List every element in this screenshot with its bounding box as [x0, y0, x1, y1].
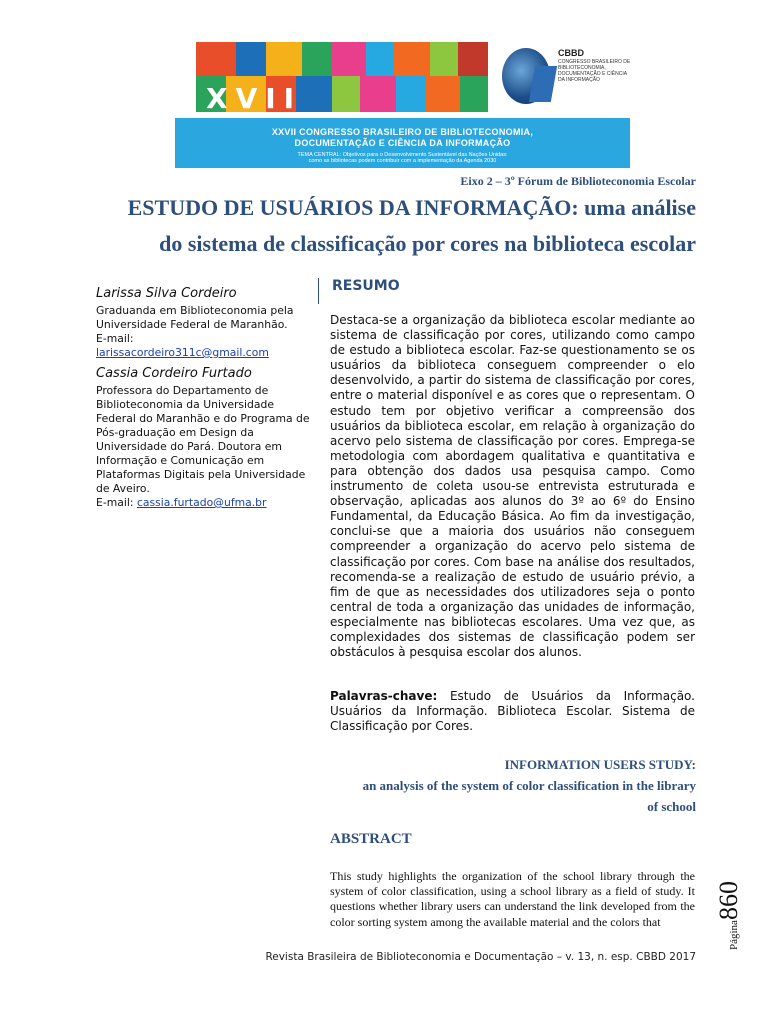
author-name: Larissa Silva Cordeiro — [96, 286, 237, 301]
congress-title-line1: XXVII CONGRESSO BRASILEIRO DE BIBLIOTECONOMIA, — [271, 127, 534, 137]
author-affiliation: Professora do Departamento de Biblioteconomia da Universidade Federal do Maranhão e do Programa de Pós-graduação em Design da Universidade do Pará. Doutora em Informação e Comunicação em Plataformas Digitais pela Universidade de Aveiro. — [96, 384, 310, 495]
author-name: Cassia Cordeiro Furtado — [96, 366, 252, 381]
authors-column — [96, 286, 314, 510]
event-logo-mosaic — [196, 42, 488, 115]
page-label: Página — [728, 920, 740, 950]
english-title-line1: INFORMATION USERS STUDY: — [504, 757, 696, 772]
section-divider — [318, 278, 319, 304]
paper-title-line1: ESTUDO DE USUÁRIOS DA INFORMAÇÃO: uma análise — [127, 195, 696, 220]
keywords-label: Palavras-chave: — [330, 689, 438, 703]
author-email-label: E-mail: — [96, 332, 134, 345]
logo-letters: XVII — [206, 82, 303, 115]
author-block — [96, 366, 314, 510]
english-title-line3: of school — [647, 799, 696, 814]
congress-banner — [175, 118, 630, 168]
author-block — [96, 286, 314, 360]
page-number: 860 — [714, 881, 743, 921]
paper-title-line2: do sistema de classificação por cores na biblioteca escolar — [159, 231, 696, 256]
english-title-line2: an analysis of the system of color classification in the library — [362, 778, 696, 793]
journal-footer: Revista Brasileira de Biblioteconomia e Documentação – v. 13, n. esp. CBBD 2017 — [265, 951, 696, 963]
author-email-label: E-mail: — [96, 496, 134, 509]
author-email-link[interactable]: larissacordeiro311c@gmail.com — [96, 346, 269, 359]
congress-theme-line1: TEMA CENTRAL: Objetivos para o Desenvolvimento Sustentável das Nações Unidas: — [297, 152, 508, 158]
abstract-heading: ABSTRACT — [330, 831, 412, 847]
resumo-heading: RESUMO — [332, 278, 400, 294]
keywords-text: Estudo de Usuários da Informação. Usuários da Informação. Biblioteca Escolar. Sistema de Classificação por Cores. — [330, 689, 695, 734]
resumo-text: Destaca-se a organização da biblioteca escolar mediante ao sistema de classificação por cores, utilizando como campo de estudo a biblioteca escolar. Faz-se questionamento se os usuários da biblioteca conseguem compreender o elo desenvolvido, a partir do sistema de classificação por cores, entre o material disponível e as cores que o representam. O estudo tem por objetivo verificar a compreensão dos usuários da biblioteca escolar, em relação à organização do acervo pelo sistema de classificação por cores. Emprega-se metodologia com abordagem qualitativa e quantitativa e para obtenção dos dados usa pesquisa campo. Como instrumento de coleta usou-se entrevista estruturada e observação, aplicadas aos alunos do 3º ao 6º do Ensino Fundamental, da Educação Básica. Ao fim da investigação, conclui-se que a maioria dos usuários não conseguem compreender a organização do acervo pelo sistema de classificação por cores. Com base na análise dos resultados, recomenda-se a realização de estudo de usuário prévio, a fim de que as necessidades dos utilizadores seja o ponto central de toda a organização das unidades de informação, especialmente nas bibliotecas escolares. Uma vez que, as complexidades dos sistemas de classificação podem ser obstáculos à pesquisa escolar dos alunos. — [330, 313, 695, 660]
paper-title — [100, 190, 696, 262]
congress-theme-line2: como as bibliotecas podem contribuir com a implementação da Agenda 2030 — [308, 158, 497, 164]
cbbd-logo-title: CBBD — [558, 48, 584, 58]
congress-title-line2: DOCUMENTAÇÃO E CIÊNCIA DA INFORMAÇÃO — [294, 138, 511, 148]
cbbd-logo-subtitle: CONGRESSO BRASILEIRO DE BIBLIOTECONOMIA, DOCUMENTAÇÃO E CIÊNCIA DA INFORMAÇÃO — [558, 59, 631, 83]
page-number-block — [700, 860, 760, 950]
abstract-text: This study highlights the organization of the school library through the system of color classification, using a school library as a field of study. It questions whether library users can understand the link developed from the color sorting system among the available material and the colors that — [330, 869, 695, 929]
english-title — [320, 754, 696, 817]
book-logo-icon — [529, 66, 557, 102]
track-label: Eixo 2 – 3º Fórum de Biblioteconomia Escolar — [460, 174, 696, 188]
author-email-link[interactable]: cassia.furtado@ufma.br — [136, 496, 267, 509]
author-affiliation: Graduanda em Biblioteconomia pela Universidade Federal de Maranhão. — [96, 304, 294, 331]
keywords — [330, 689, 695, 734]
event-banner — [196, 42, 632, 120]
